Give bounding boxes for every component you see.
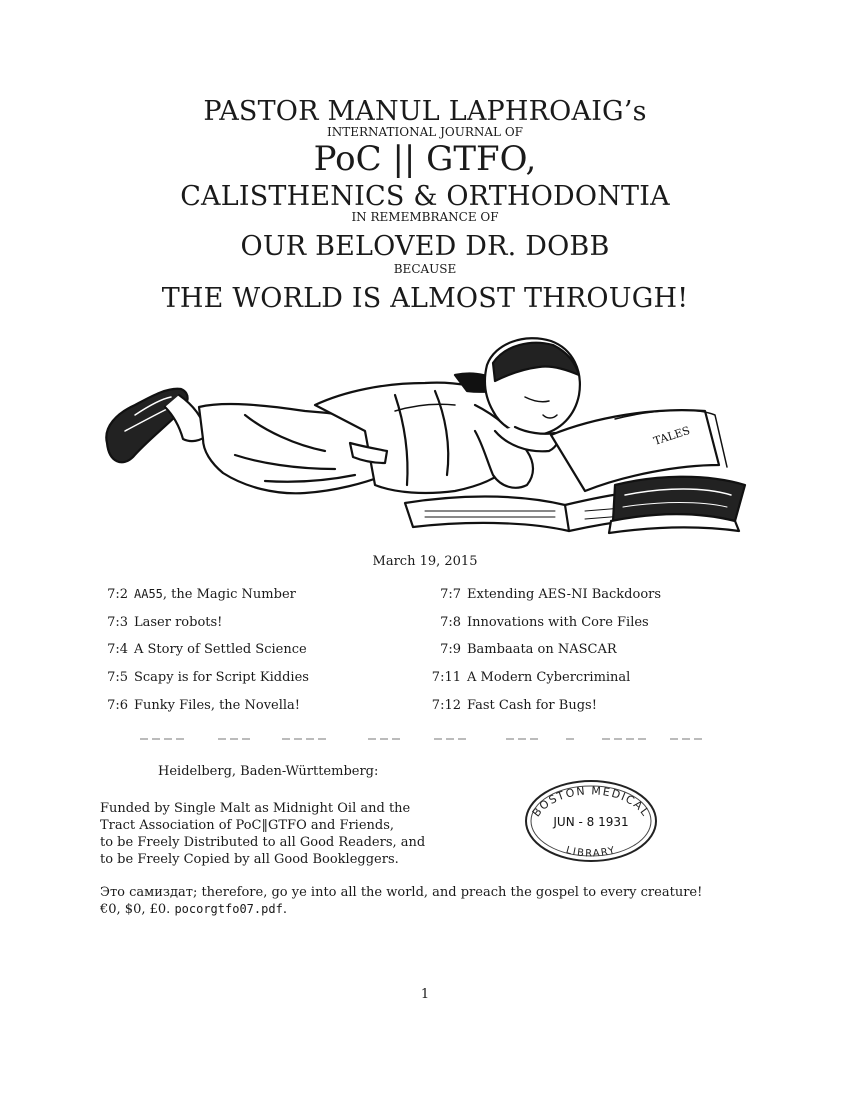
stamp-bottom-text: LIBRARY [564, 844, 618, 860]
journal-author: PASTOR MANUL LAPHROAIG’s [203, 96, 647, 127]
toc-number: 7:9 [440, 642, 461, 657]
toc-number: 7:11 [431, 670, 461, 685]
toc-title: Extending AES-NI Backdoors [467, 587, 662, 602]
toc-title: Funky Files, the Novella! [134, 698, 301, 713]
toc-item [100, 698, 300, 713]
funding-line: Funded by Single Malt as Midnight Oil and the [100, 801, 411, 816]
price: €0, $0, £0. [100, 902, 171, 917]
funding-line: Tract Association of PoC‖GTFO and Friends, [100, 818, 395, 833]
samizdat-line: Это самиздат; therefore, go ye into all the world, and preach the gospel to every creature! [100, 885, 703, 900]
journal-subject: CALISTHENICS & ORTHODONTIA [180, 181, 670, 212]
toc-number: 7:8 [440, 615, 461, 630]
toc-title: A Modern Cybercriminal [467, 670, 631, 685]
toc-item [425, 642, 617, 657]
toc-number: 7:3 [107, 615, 128, 630]
library-stamp-icon [522, 778, 660, 864]
toc-item [100, 587, 296, 602]
toc-title: Scapy is for Script Kiddies [134, 670, 309, 685]
toc-title: Bambaata on NASCAR [467, 642, 617, 657]
pdf-filename: pocorgtfo07.pdf [174, 902, 283, 916]
price-line [100, 901, 287, 918]
funding-line: to be Freely Copied by all Good Bookleggers. [100, 852, 399, 867]
toc-item [425, 587, 661, 602]
journal-title: PoC || GTFO, [313, 139, 537, 179]
motto: THE WORLD IS ALMOST THROUGH! [161, 283, 689, 314]
journal-subtitle: INTERNATIONAL JOURNAL OF [327, 125, 523, 139]
toc-item [425, 615, 649, 630]
child-reading-books-illustration [95, 335, 755, 550]
stamp-date: JUN - 8 1931 [553, 815, 629, 829]
toc-number: 7:5 [107, 670, 128, 685]
toc-number: 7:4 [107, 642, 128, 657]
toc-title: A Story of Settled Science [134, 642, 307, 657]
funding-statement [100, 800, 425, 868]
toc-item [425, 670, 630, 685]
toc-title: Laser robots! [134, 615, 223, 630]
svg-text:TALES: TALES [651, 423, 692, 448]
toc-item [100, 615, 222, 630]
toc-item [425, 698, 597, 713]
toc-number: 7:6 [107, 698, 128, 713]
toc-title: , the Magic Number [162, 587, 296, 602]
remembrance-label: IN REMEMBRANCE OF [351, 210, 499, 224]
toc-code: AA55 [134, 587, 163, 601]
dashed-divider [140, 736, 715, 742]
toc-item [100, 670, 309, 685]
issue-date: March 19, 2015 [372, 554, 478, 569]
because-label: BECAUSE [393, 262, 457, 276]
svg-text:LIBRARY [565, 845, 618, 860]
page-number: 1 [420, 987, 430, 1002]
stamp-top-text: BOSTON MEDICAL [529, 784, 653, 820]
toc-title: Innovations with Core Files [467, 615, 649, 630]
funding-line: to be Freely Distributed to all Good Readers, and [100, 835, 426, 850]
toc-item [100, 642, 307, 657]
location: Heidelberg, Baden-Württemberg: [158, 764, 379, 779]
remembrance-name: OUR BELOVED DR. DOBB [240, 231, 610, 262]
toc-number: 7:2 [107, 587, 128, 602]
toc-number: 7:12 [431, 698, 461, 713]
toc-title: Fast Cash for Bugs! [467, 698, 597, 713]
toc-number: 7:7 [440, 587, 461, 602]
period: . [282, 902, 287, 917]
